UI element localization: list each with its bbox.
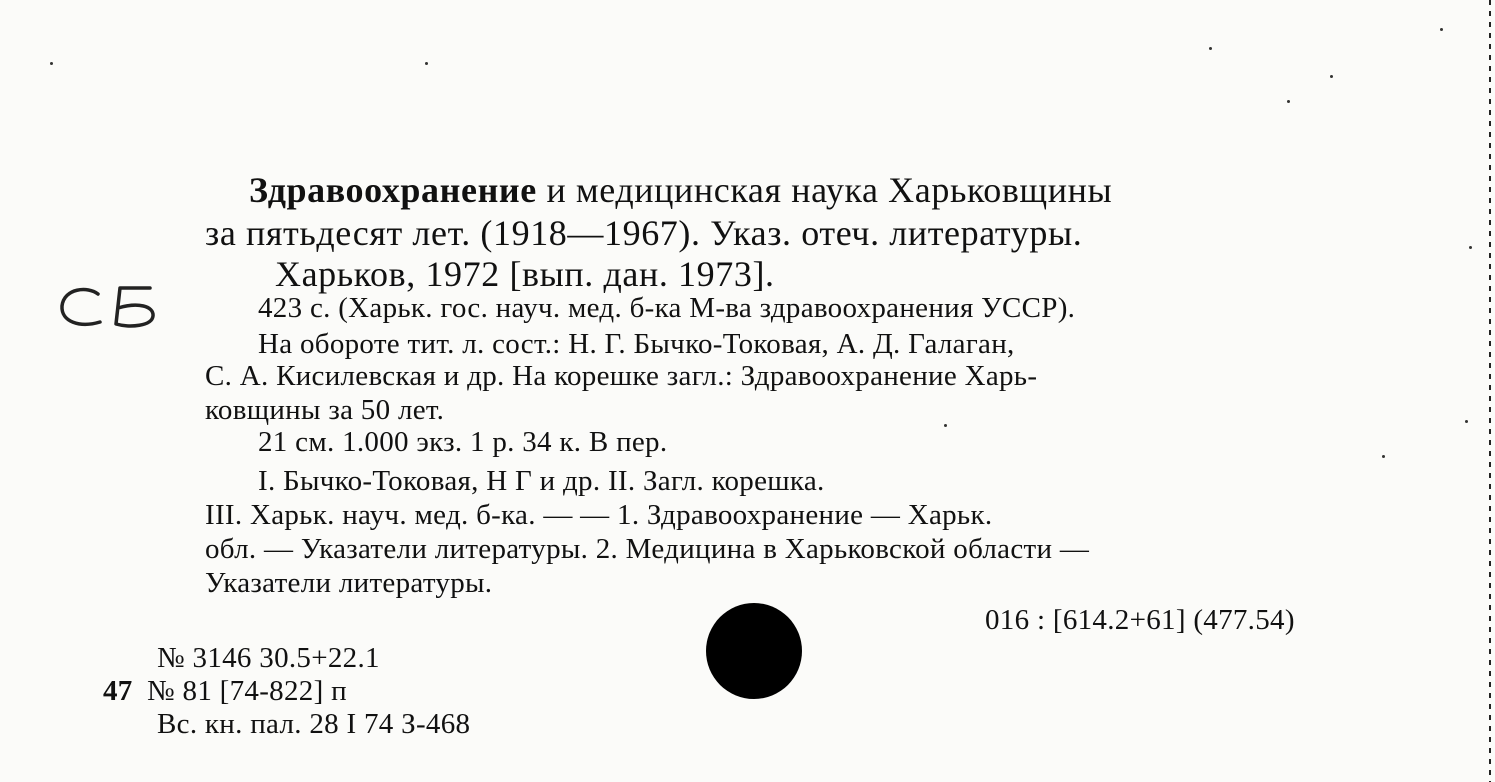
speck bbox=[50, 62, 53, 65]
tracings-line-4: Указатели литературы. bbox=[205, 567, 493, 599]
speck bbox=[944, 424, 947, 427]
classification-number: 016 : [614.2+61] (477.54) bbox=[985, 604, 1295, 636]
title-main-word: Здравоохранение bbox=[249, 170, 537, 210]
desc-line-5: 21 см. 1.000 экз. 1 р. 34 к. В пер. bbox=[258, 426, 668, 458]
tracings-line-1: I. Бычко-Токовая, Н Г и др. II. Загл. корешка. bbox=[258, 465, 825, 497]
speck bbox=[1469, 246, 1472, 249]
desc-line-2: На обороте тит. л. сост.: Н. Г. Бычко-Токовая, А. Д. Галаган, bbox=[258, 328, 1015, 360]
speck bbox=[1287, 100, 1290, 103]
speck bbox=[1465, 420, 1468, 423]
speck bbox=[1330, 75, 1333, 78]
handwritten-mark bbox=[58, 282, 158, 332]
title-line-2: за пятьдесят лет. (1918—1967). Указ. отеч. литературы. bbox=[205, 213, 1083, 253]
punch-hole bbox=[706, 603, 802, 699]
tracings-line-2: III. Харьк. науч. мед. б-ка. — — 1. Здравоохранение — Харьк. bbox=[205, 499, 993, 531]
desc-line-3: С. А. Кисилевская и др. На корешке загл.: Здравоохранение Харь- bbox=[205, 360, 1038, 392]
speck bbox=[1382, 455, 1385, 458]
speck bbox=[425, 62, 428, 65]
record-prefix: 47 bbox=[103, 675, 133, 707]
desc-line-1: 423 с. (Харьк. гос. науч. мед. б-ка М-ва здравоохранения УССР). bbox=[258, 292, 1076, 324]
title-rest: и медицинская наука Харьковщины bbox=[536, 170, 1113, 210]
speck bbox=[1209, 47, 1212, 50]
title-line-3: Харьков, 1972 [вып. дан. 1973]. bbox=[275, 254, 775, 294]
title-line-1 bbox=[249, 172, 1112, 208]
card-edge bbox=[1489, 0, 1491, 782]
record-line-3: Вс. кн. пал. 28 I 74 З-468 bbox=[157, 708, 471, 740]
speck bbox=[1440, 28, 1443, 31]
desc-line-4: ковщины за 50 лет. bbox=[205, 394, 445, 426]
record-number: № 3146 30.5+22.1 bbox=[157, 642, 380, 674]
tracings-line-3: обл. — Указатели литературы. 2. Медицина в Харьковской области — bbox=[205, 533, 1090, 565]
record-line-2: № 81 [74-822] п bbox=[147, 675, 347, 707]
